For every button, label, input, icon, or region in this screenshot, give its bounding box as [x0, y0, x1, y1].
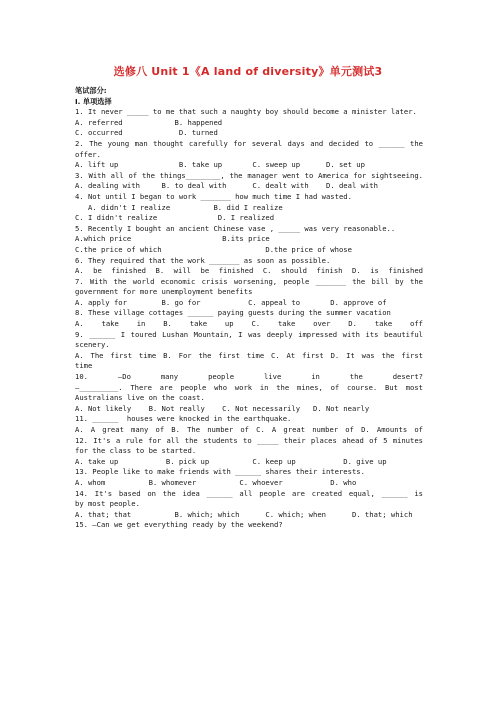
text-line: 11. ______ houses were knocked in the earthquake.	[75, 414, 292, 424]
text-line: A. take up B. pick up C. keep up D. give up	[75, 456, 387, 466]
text-line: 13. People like to make friends with ______ shares their interests.	[75, 467, 365, 477]
text-line: A. whom B. whomever C. whoever D. who	[75, 477, 357, 487]
text-line: 7. With the world economic crisis worsening, people _______ the bill by the	[75, 276, 423, 286]
text-line: for the class to be started.	[75, 446, 197, 456]
text-line: 6. They required that the work _______ as soon as possible.	[75, 255, 331, 265]
section-label: 笔试部分:	[75, 86, 107, 95]
text-line: Australians live on the coast.	[75, 393, 205, 403]
text-line: A. A great many of B. The number of C. A great number of D. Amounts of	[75, 425, 423, 434]
text-line: 14. It's based on the idea ______ all people are created equal, ______ is	[75, 488, 423, 498]
text-line: A. didn't I realize B. did I realize	[75, 202, 283, 212]
text-line: 9. ______ I toured Lushan Mountain, I was deeply impressed with its beautiful	[75, 329, 423, 339]
text-line: A. referred B. happened	[75, 117, 223, 127]
text-line: A. lift up B. take up C. sweep up D. set up	[75, 160, 365, 170]
text-line: 8. These village cottages ______ paying guests during the summer vacation	[75, 308, 391, 318]
text-line: by most people.	[75, 499, 140, 509]
text-line: 12. It's a rule for all the students to _____ their places ahead of 5 minutes	[75, 435, 423, 445]
text-line: A. apply for B. go for C. appeal to D. approve of	[75, 297, 387, 307]
text-line: 1. It never _____ to me that such a naughty boy should become a minister later.	[75, 107, 417, 117]
part-label: I. 单项选择	[75, 96, 112, 106]
text-line: A. that; that B. which; which C. which; when D. that; which	[75, 509, 413, 519]
text-line: —_________. There are people who work in the mines, of course. But most	[75, 382, 423, 392]
text-line: offer.	[75, 149, 101, 159]
text-line: time	[75, 361, 93, 371]
text-line: 2. The young man thought carefully for several days and decided to ______ the	[75, 138, 423, 148]
text-line: 3. With all of the things________, the manager went to America for sightseeing.	[75, 170, 423, 180]
text-line: A. take in B. take up C. take over D. take off	[75, 319, 423, 329]
text-line: A.which price B.its price	[75, 234, 270, 244]
text-line: government for more unemployment benefits	[75, 287, 253, 297]
text-line: scenery.	[75, 340, 110, 350]
text-line: C. occurred D. turned	[75, 128, 218, 138]
text-line: A. be finished B. will be finished C. should finish D. is finished	[75, 266, 423, 276]
text-line: 5. Recently I bought an ancient Chinese vase , _____ was very reasonable..	[75, 223, 396, 233]
text-line: A. dealing with B. to deal with C. dealt with D. deal with	[75, 181, 378, 191]
text-line: 4. Not until I began to work _______ how much time I had wasted.	[75, 191, 352, 201]
document-title: 选修八 Unit 1《A land of diversity》单元测试3	[113, 65, 383, 78]
question-list	[75, 107, 423, 531]
text-line: A. The first time B. For the first time C. At first D. It was the first	[75, 350, 423, 360]
text-line: A. Not likely B. Not really C. Not necessarily D. Not nearly	[75, 403, 370, 413]
document-body	[75, 86, 423, 531]
text-line: C.the price of which D.the price of whose	[75, 244, 352, 254]
text-line: C. I didn't realize D. I realized	[75, 213, 275, 223]
text-line: 15. —Can we get everything ready by the weekend?	[75, 520, 283, 530]
text-line: 10. —Do many people live in the desert?	[75, 372, 423, 382]
